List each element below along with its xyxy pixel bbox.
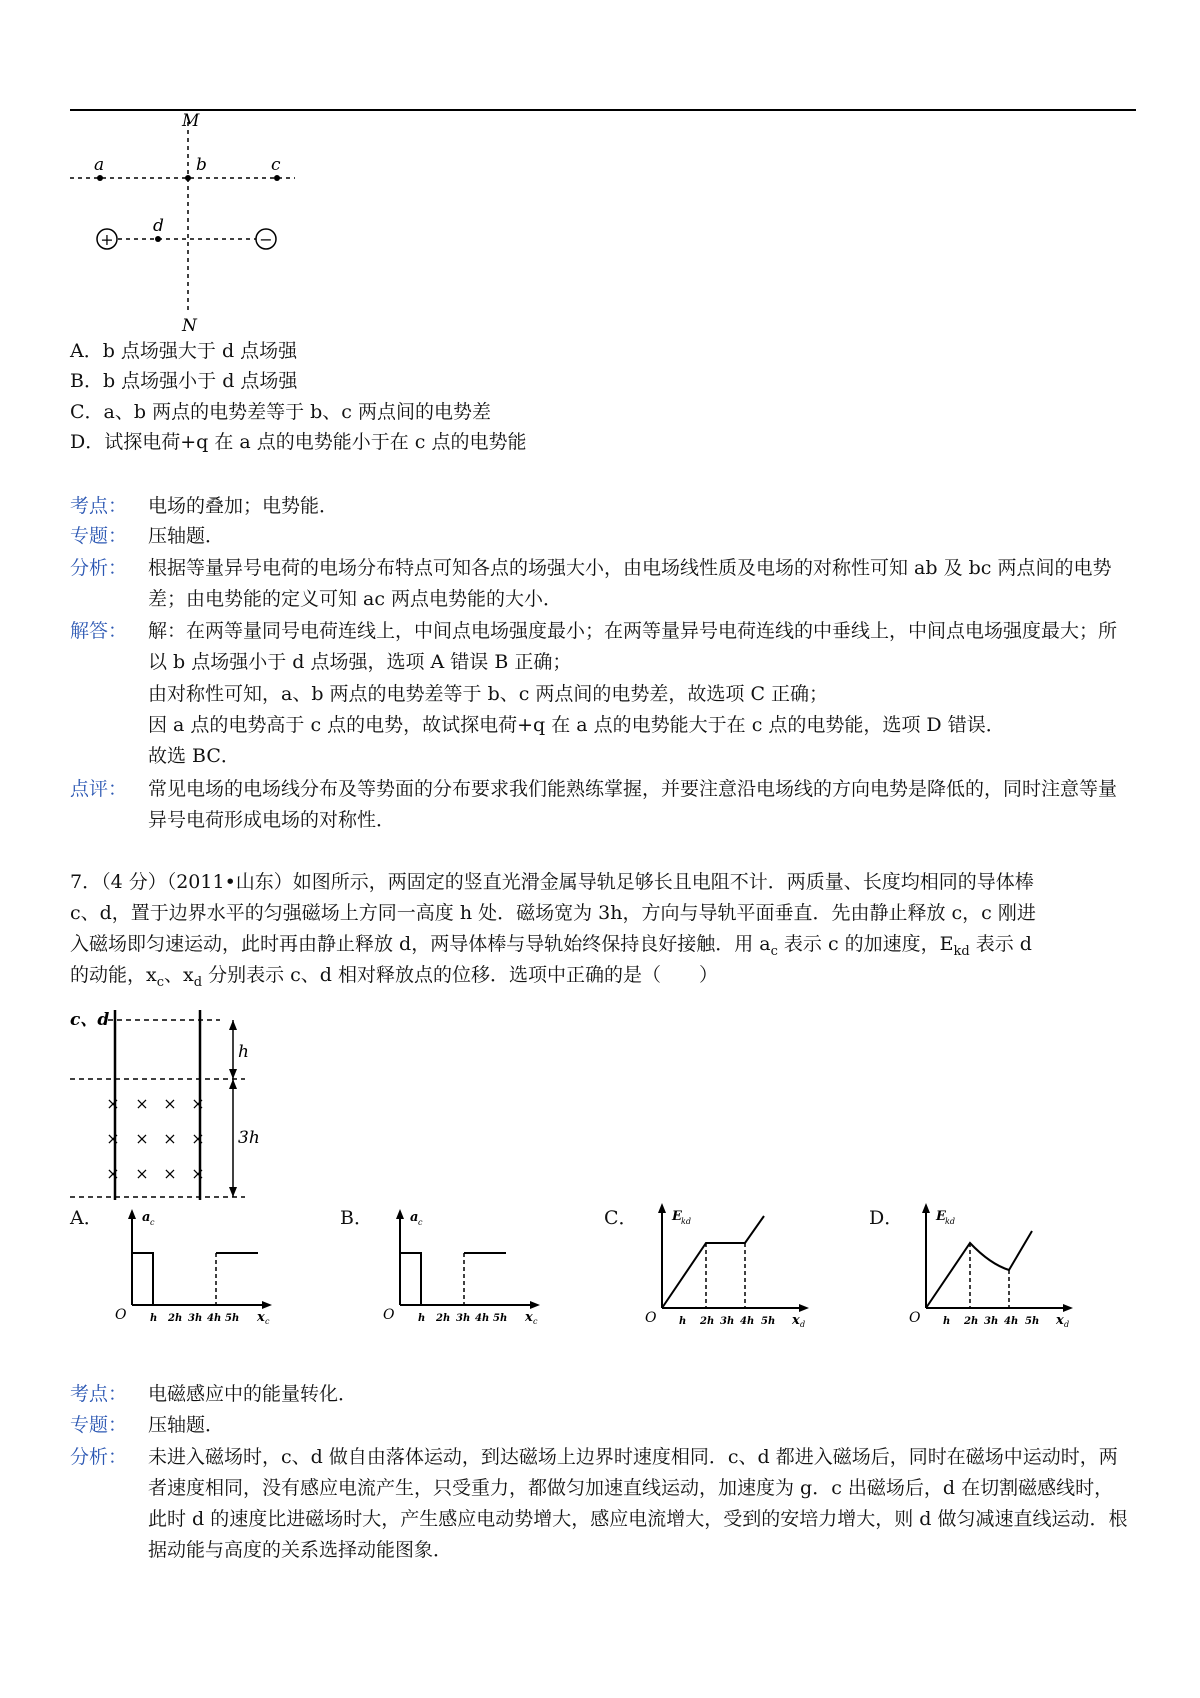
label-n: N	[182, 316, 197, 334]
svg-text:O: O	[645, 1310, 657, 1326]
q7-stem-line2: c、d，置于边界水平的匀强磁场上方同一高度 h 处．磁场宽为 3h，方向与导轨平面垂直．先由静止释放 c，c 刚进	[70, 902, 1036, 924]
choice-a-graph	[110, 1205, 280, 1325]
svg-text:x: x	[525, 1310, 533, 1325]
svg-text:x: x	[792, 1313, 800, 1328]
svg-text:E: E	[672, 1209, 682, 1224]
choice-c-graph	[642, 1198, 822, 1328]
q6-kaodian: 电场的叠加；电势能．	[148, 495, 339, 517]
label-3h: 3h	[238, 1128, 260, 1148]
q7-fenxi-label: 分析：	[70, 1446, 128, 1468]
svg-text:2h: 2h	[436, 1313, 451, 1324]
q7-stem-line3: 入磁场即匀速运动，此时再由静止释放 d，两导体棒与导轨始终保持良好接触．用 $a_c$ 表示 c 的加速度，$E_{kd}$ 表示 d	[70, 933, 1032, 959]
svg-text:O: O	[909, 1310, 921, 1326]
svg-text:3h: 3h	[984, 1316, 999, 1327]
q6-jieda-2: 由对称性可知，a、b 两点的电势差等于 b、c 两点间的电势差，故选项 C 正确；	[148, 683, 829, 705]
svg-text:x: x	[257, 1310, 265, 1325]
rails-field-figure	[70, 1005, 285, 1205]
label-cd: c、d	[70, 1010, 110, 1030]
q6-fenxi-label: 分析：	[70, 557, 128, 579]
svg-text:5h: 5h	[761, 1316, 776, 1327]
svg-text:E: E	[936, 1209, 946, 1224]
choice-d-graph	[906, 1198, 1086, 1328]
svg-text:h: h	[418, 1313, 426, 1324]
svg-text:×: ×	[135, 1094, 149, 1113]
q6-jieda-1: 解：在两等量同号电荷连线上，中间点电场强度最小；在两等量异号电荷连线的中垂线上，中间点电场强度最大；所以 b 点场强小于 d 点场强，选项 A 错误 B 正确；	[148, 620, 1118, 673]
q6-dianping-label: 点评：	[70, 778, 128, 800]
svg-text:c: c	[265, 1317, 270, 1325]
svg-text:×: ×	[135, 1164, 149, 1183]
svg-text:3h: 3h	[456, 1313, 471, 1324]
q7-stem-line1: 7．（4 分）（2011•山东）如图所示，两固定的竖直光滑金属导轨足够长且电阻不计．两质量、长度均相同的导体棒	[70, 871, 1034, 893]
header-rule	[70, 109, 1136, 111]
option-c: C．a、b 两点的电势差等于 b、c 两点间的电势差	[70, 401, 491, 423]
svg-text:c: c	[418, 1218, 423, 1227]
q7-kaodian: 电磁感应中的能量转化．	[148, 1383, 358, 1405]
q7-kaodian-label: 考点：	[70, 1383, 128, 1405]
q6-zhuanti: 压轴题．	[148, 525, 225, 547]
svg-text:×: ×	[191, 1164, 205, 1183]
q7-stem-line4: 的动能，$x_c$、$x_d$ 分别表示 c、d 相对释放点的位移．选项中正确的是（ ）	[70, 964, 718, 990]
svg-text:5h: 5h	[225, 1313, 240, 1324]
q6-kaodian-label: 考点：	[70, 495, 128, 517]
svg-text:2h: 2h	[168, 1313, 183, 1324]
minus-sign: −	[259, 230, 273, 249]
svg-text:2h: 2h	[700, 1316, 715, 1327]
label-a: a	[94, 155, 105, 175]
choice-c-letter: C．	[604, 1207, 638, 1229]
label-h: h	[238, 1042, 249, 1062]
label-m: M	[182, 112, 200, 131]
svg-text:3h: 3h	[188, 1313, 203, 1324]
svg-text:4h: 4h	[475, 1313, 490, 1324]
q7-fenxi: 未进入磁场时，c、d 做自由落体运动，到达磁场上边界时速度相同．c、d 都进入磁场后，同时在磁场中运动时，两者速度相同，没有感应电流产生，只受重力，都做匀加速直线运动，加速度为 g．c 出磁场后，d 在切割磁感线时，此时 d 的速度比进磁场时大，产生感应电动势增大，感应电流增大，受到的安培力增大，则 d 做匀减速直线运动．根据动能与高度的关系选择动能图象．	[148, 1446, 1128, 1561]
charge-field-figure	[70, 112, 310, 334]
svg-text:×: ×	[191, 1129, 205, 1148]
q6-jieda-label: 解答：	[70, 620, 128, 642]
point-c	[274, 175, 280, 181]
svg-text:O: O	[383, 1307, 395, 1323]
svg-text:×: ×	[106, 1129, 120, 1148]
point-a	[97, 175, 103, 181]
plus-sign: +	[100, 230, 114, 249]
q6-jieda-3: 因 a 点的电势高于 c 点的电势，故试探电荷+q 在 a 点的电势能大于在 c 点的电势能，选项 D 错误．	[148, 714, 1005, 736]
svg-text:4h: 4h	[1004, 1316, 1019, 1327]
svg-text:3h: 3h	[720, 1316, 735, 1327]
svg-text:×: ×	[106, 1164, 120, 1183]
point-d	[155, 236, 161, 242]
option-d: D．试探电荷+q 在 a 点的电势能小于在 c 点的电势能	[70, 431, 527, 453]
svg-text:x: x	[1056, 1313, 1064, 1328]
choice-b-letter: B．	[340, 1207, 373, 1229]
svg-text:d: d	[800, 1320, 806, 1328]
label-b: b	[196, 155, 207, 175]
svg-text:×: ×	[135, 1129, 149, 1148]
label-d: d	[153, 216, 164, 236]
svg-text:4h: 4h	[207, 1313, 222, 1324]
svg-text:h: h	[150, 1313, 158, 1324]
q6-jieda-4: 故选 BC．	[148, 745, 240, 767]
svg-text:kd: kd	[945, 1217, 955, 1226]
svg-text:kd: kd	[681, 1217, 691, 1226]
svg-text:×: ×	[163, 1164, 177, 1183]
q6-dianping: 常见电场的电场线分布及等势面的分布要求我们能熟练掌握，并要注意沿电场线的方向电势是降低的，同时注意等量异号电荷形成电场的对称性．	[148, 778, 1118, 831]
svg-text:a: a	[142, 1210, 151, 1225]
q7-zhuanti-label: 专题：	[70, 1414, 128, 1436]
choice-d-letter: D．	[869, 1207, 904, 1229]
svg-text:h: h	[679, 1316, 687, 1327]
label-c: c	[271, 155, 281, 175]
svg-text:5h: 5h	[1025, 1316, 1040, 1327]
svg-text:5h: 5h	[493, 1313, 508, 1324]
svg-text:h: h	[943, 1316, 951, 1327]
option-b: B．b 点场强小于 d 点场强	[70, 370, 298, 392]
svg-text:c: c	[150, 1218, 155, 1227]
q6-fenxi: 根据等量异号电荷的电场分布特点可知各点的场强大小，由电场线性质及电场的对称性可知 ab 及 bc 两点间的电势差；由电势能的定义可知 ac 两点电势能的大小．	[148, 557, 1112, 610]
q6-zhuanti-label: 专题：	[70, 525, 128, 547]
svg-text:×: ×	[106, 1094, 120, 1113]
svg-text:4h: 4h	[740, 1316, 755, 1327]
choice-a-letter: A．	[70, 1207, 103, 1229]
choice-b-graph	[378, 1205, 548, 1325]
svg-text:O: O	[115, 1307, 127, 1323]
point-b	[185, 175, 191, 181]
svg-text:×: ×	[163, 1129, 177, 1148]
svg-text:2h: 2h	[964, 1316, 979, 1327]
svg-text:×: ×	[191, 1094, 205, 1113]
svg-text:c: c	[533, 1317, 538, 1325]
option-a: A．b 点场强大于 d 点场强	[70, 340, 298, 362]
svg-text:a: a	[410, 1210, 419, 1225]
q7-zhuanti: 压轴题．	[148, 1414, 225, 1436]
svg-text:d: d	[1064, 1320, 1070, 1328]
svg-text:×: ×	[163, 1094, 177, 1113]
